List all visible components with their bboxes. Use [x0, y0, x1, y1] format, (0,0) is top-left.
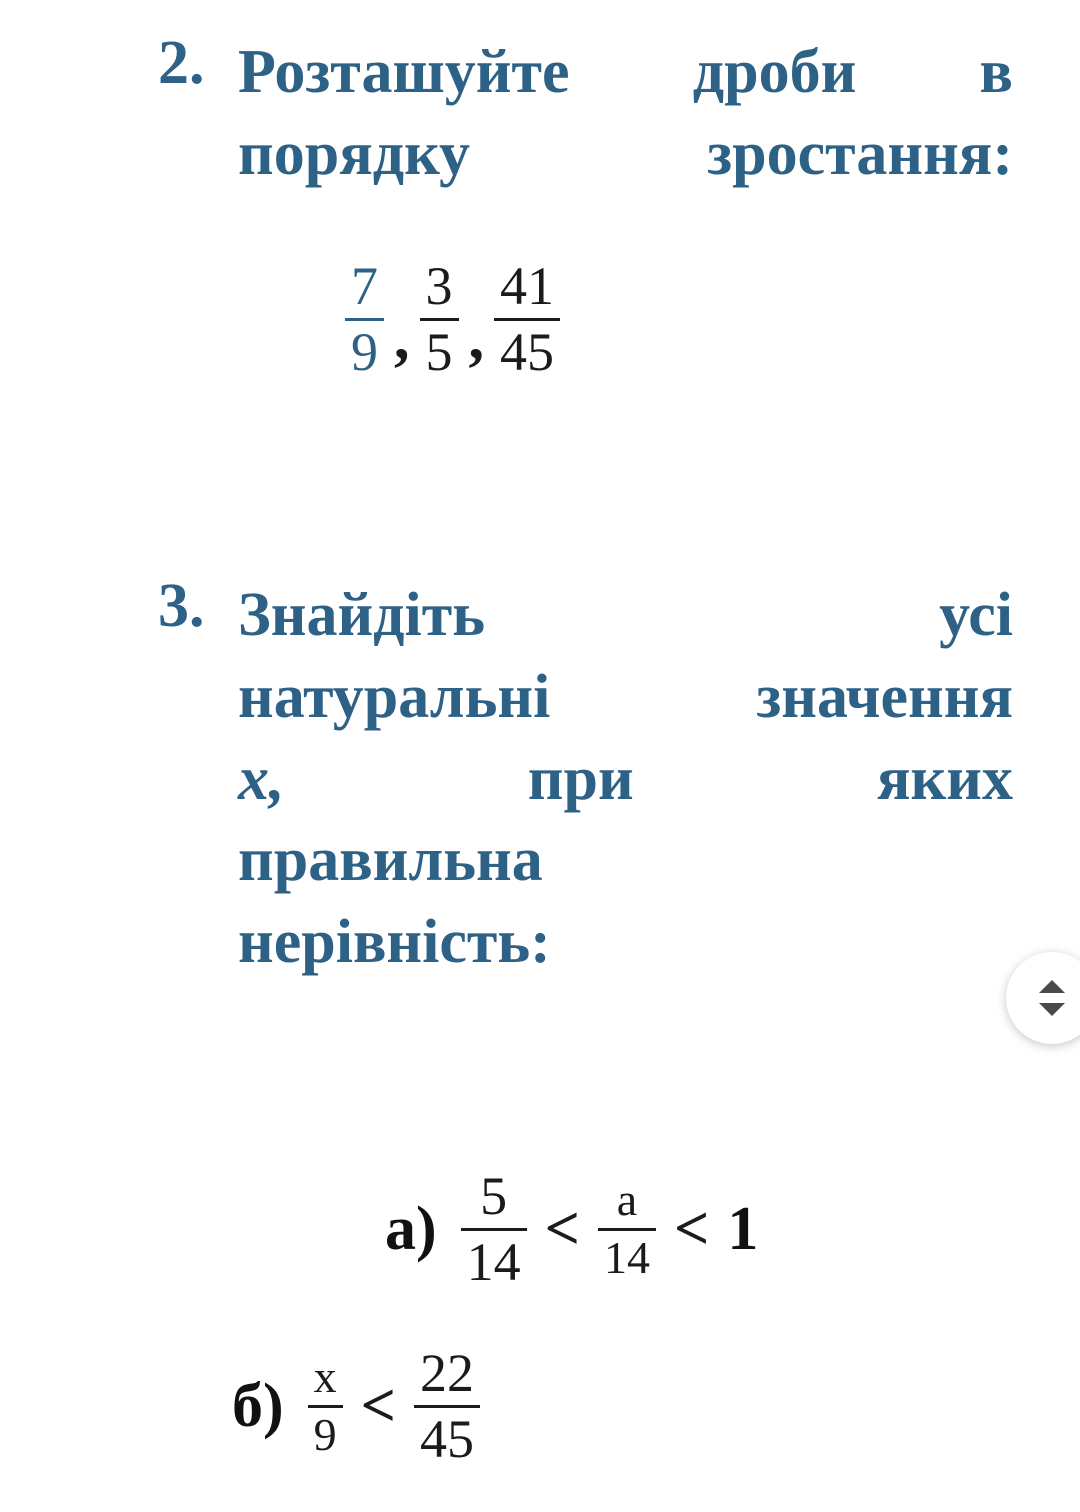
fraction-bar	[598, 1228, 656, 1231]
task-3-item-a	[385, 1168, 758, 1290]
item-b-label: б)	[232, 1371, 284, 1440]
task-2-number: 2.	[158, 29, 205, 97]
task-3-item-b	[232, 1345, 480, 1467]
task-3-line-4: правильна	[238, 826, 543, 895]
fraction-bar	[461, 1228, 527, 1231]
task-2-text	[238, 32, 1013, 196]
comma-separator-1: ,	[394, 304, 410, 373]
triangle-down-icon[interactable]	[1039, 1003, 1065, 1016]
triangle-up-icon[interactable]	[1039, 980, 1065, 993]
fraction-bar	[420, 318, 459, 321]
task-3-line-2: натуральні значення	[238, 662, 1013, 731]
task-2-expression	[345, 258, 560, 380]
fraction-bar	[494, 318, 560, 321]
fraction-7-9: $\frac{7}{9}$	[345, 258, 384, 380]
fraction-a-14: $\frac{а}{14}$	[598, 1176, 656, 1282]
task-2-line-1: Розташуйте дроби в	[238, 38, 1013, 106]
fraction-41-45: $\frac{41}{45}$	[494, 258, 560, 380]
task-3-number: 3.	[158, 572, 205, 640]
fraction-22-45: $\frac{22}{45}$	[414, 1345, 480, 1467]
item-a-label: а)	[385, 1194, 437, 1263]
fraction-bar	[345, 318, 384, 321]
scroll-control[interactable]	[1006, 952, 1080, 1044]
task-3-text	[238, 575, 1013, 984]
less-than-operator-3: <	[360, 1371, 396, 1440]
task-3-line-1: Знайдіть усі	[238, 581, 1013, 649]
fraction-x-9: $\frac{х}{9}$	[308, 1353, 343, 1459]
less-than-operator-2: <	[674, 1194, 710, 1263]
task-3-line-5: нерівність:	[238, 908, 551, 977]
less-than-operator-1: <	[544, 1194, 580, 1263]
comma-separator-2: ,	[468, 304, 484, 373]
fraction-5-14: $\frac{5}{14}$	[461, 1168, 527, 1290]
fraction-bar	[414, 1405, 480, 1408]
fraction-3-5: $\frac{3}{5}$	[420, 258, 459, 380]
task-3-line-3: x, при яких	[238, 744, 1013, 813]
task-2-line-2: порядку зростання:	[238, 119, 1013, 188]
number-one: 1	[727, 1194, 759, 1263]
fraction-bar	[308, 1405, 343, 1408]
